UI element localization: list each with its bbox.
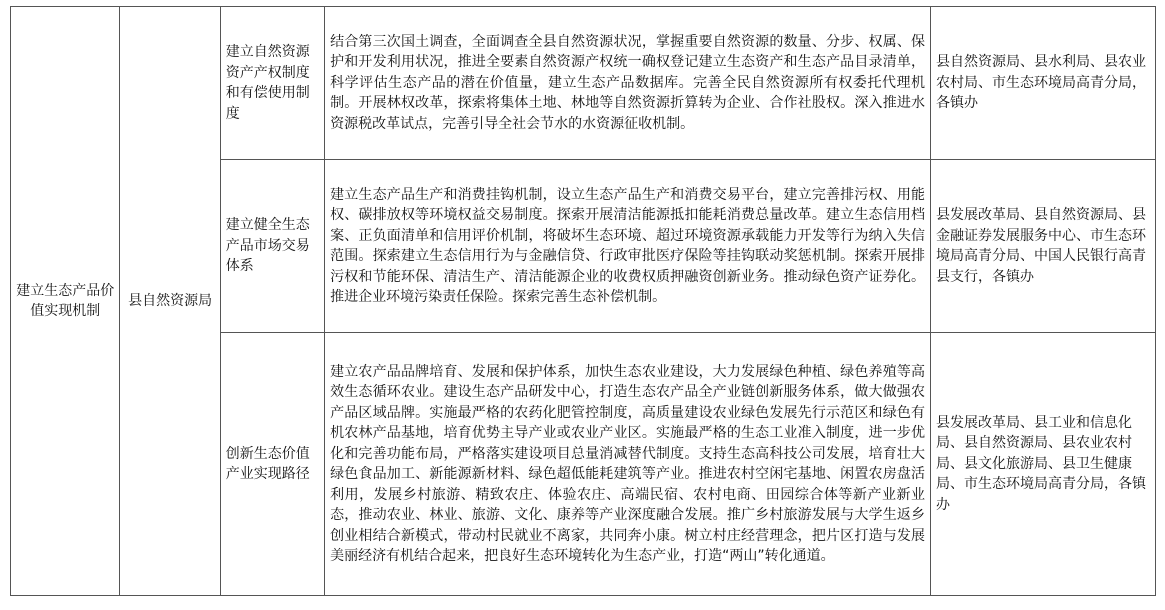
- measures-cell: 建立生态产品生产和消费挂钩机制，设立生态产品生产和消费交易平台，建立完善排污权、用能权、碳排放权等环境权益交易制度。探索开展清洁能源抵扣能耗消费总量改革。建立生态信用档案、正负面清单和信用评价机制，将破坏生态环境、超过环境资源承载能力开发等行为纳入失信范围。探索建立生态信用行为与金融信贷、行政审批医疗保险等挂钩联动奖惩机制。探索开展排污权和节能环保、清洁生产、清洁能源企业的收费权质押融资创新业务。推动绿色资产证券化。推进企业环境污染责任保险。探索完善生态补偿机制。: [325, 160, 931, 333]
- policy-table: [10, 6, 1156, 596]
- responsible-cell: 县发展改革局、县工业和信息化局、县自然资源局、县农业农村局、县文化旅游局、县卫生健康局、市生态环境局高青分局，各镇办: [931, 333, 1156, 596]
- responsible-cell: 县发展改革局、县自然资源局、县金融证券发展服务中心、市生态环境局高青分局、中国人民银行高青县支行，各镇办: [931, 160, 1156, 333]
- task-cell: 创新生态价值产业实现路径: [220, 333, 324, 596]
- task-cell: 建立自然资源资产产权制度和有偿使用制度: [220, 7, 324, 160]
- task-cell: 建立健全生态产品市场交易体系: [220, 160, 324, 333]
- measures-cell: 建立农产品品牌培育、发展和保护体系，加快生态农业建设，大力发展绿色种植、绿色养殖等高效生态循环农业。建设生态产品研发中心，打造生态农产品全产业链创新服务体系，做大做强农产品区域品牌。实施最严格的农药化肥管控制度，高质量建设农业绿色发展先行示范区和绿色有机农林产品基地，培育优势主导产业或农业产业区。实施最严格的生态工业准入制度，进一步优化和完善功能布局，严格落实建设项目总量消减替代制度。支持生态高科技公司发展，培育壮大绿色食品加工、新能源新材料、绿色超低能耗建筑等产业。推进农村空闲宅基地、闲置农房盘活利用，发展乡村旅游、精致农庄、体验农庄、高端民宿、农村电商、田园综合体等新产业新业态，推动农业、林业、旅游、文化、康养等产业深度融合发展。推广乡村旅游发展与大学生返乡创业相结合新模式，带动村民就业不离家，共同奔小康。树立村庄经营理念，把片区打造与发展美丽经济有机结合起来，把良好生态环境转化为生态产业，打造“两山”转化通道。: [325, 333, 931, 596]
- category-cell: 建立生态产品价值实现机制: [11, 7, 120, 596]
- table-row: [11, 7, 1156, 160]
- measures-cell: 结合第三次国土调查，全面调查全县自然资源状况，掌握重要自然资源的数量、分步、权属、保护和开发利用状况，推进全要素自然资源产权统一确权登记建立生态资产和生态产品目录清单，科学评估生态产品的潜在价值量，建立生态产品数据库。完善全民自然资源所有权委托代理机制。开展林权改革，探索将集体土地、林地等自然资源折算转为企业、合作社股权。深入推进水资源税改革试点，完善引导全社会节水的水资源征收机制。: [325, 7, 931, 160]
- lead-department-cell: 县自然资源局: [120, 7, 220, 596]
- responsible-cell: 县自然资源局、县水利局、县农业农村局、市生态环境局高青分局，各镇办: [931, 7, 1156, 160]
